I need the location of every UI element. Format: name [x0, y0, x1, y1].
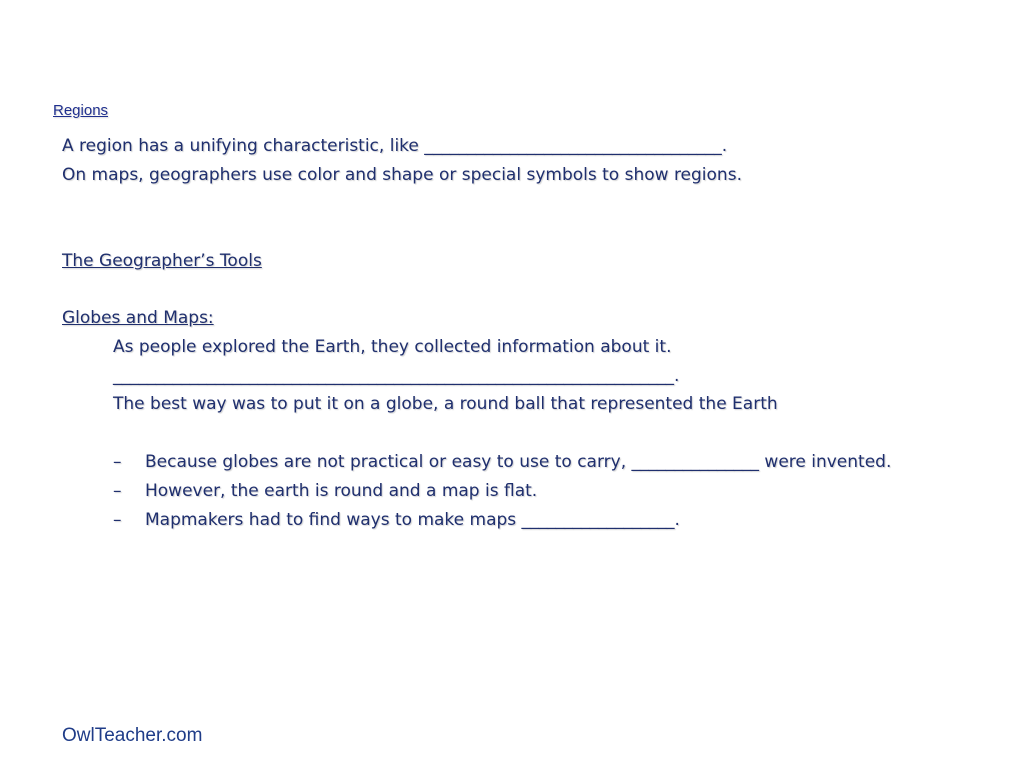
bullet-item-2: However, the earth is round and a map is flat.: [145, 481, 538, 501]
globes-line-2: __________________________________________________________________.: [113, 366, 680, 386]
globes-line-3: The best way was to put it on a globe, a round ball that represented the Earth: [113, 394, 778, 414]
bullet-marker: –: [113, 510, 122, 530]
section-title: Regions: [53, 102, 109, 119]
bullet-marker: –: [113, 481, 122, 501]
footer-brand: OwlTeacher.com: [62, 725, 203, 746]
region-line-1: A region has a unifying characteristic, like ___________________________________.: [62, 136, 728, 156]
tools-heading: The Geographer’s Tools: [62, 251, 262, 271]
bullet-item-3: Mapmakers had to find ways to make maps __________________.: [145, 510, 680, 530]
globes-heading: Globes and Maps:: [62, 308, 214, 328]
region-line-2: On maps, geographers use color and shape or special symbols to show regions.: [62, 165, 742, 185]
bullet-item-1: Because globes are not practical or easy to use to carry, _______________ were invented.: [145, 452, 892, 472]
bullet-marker: –: [113, 452, 122, 472]
globes-line-1: As people explored the Earth, they collected information about it.: [113, 337, 672, 357]
